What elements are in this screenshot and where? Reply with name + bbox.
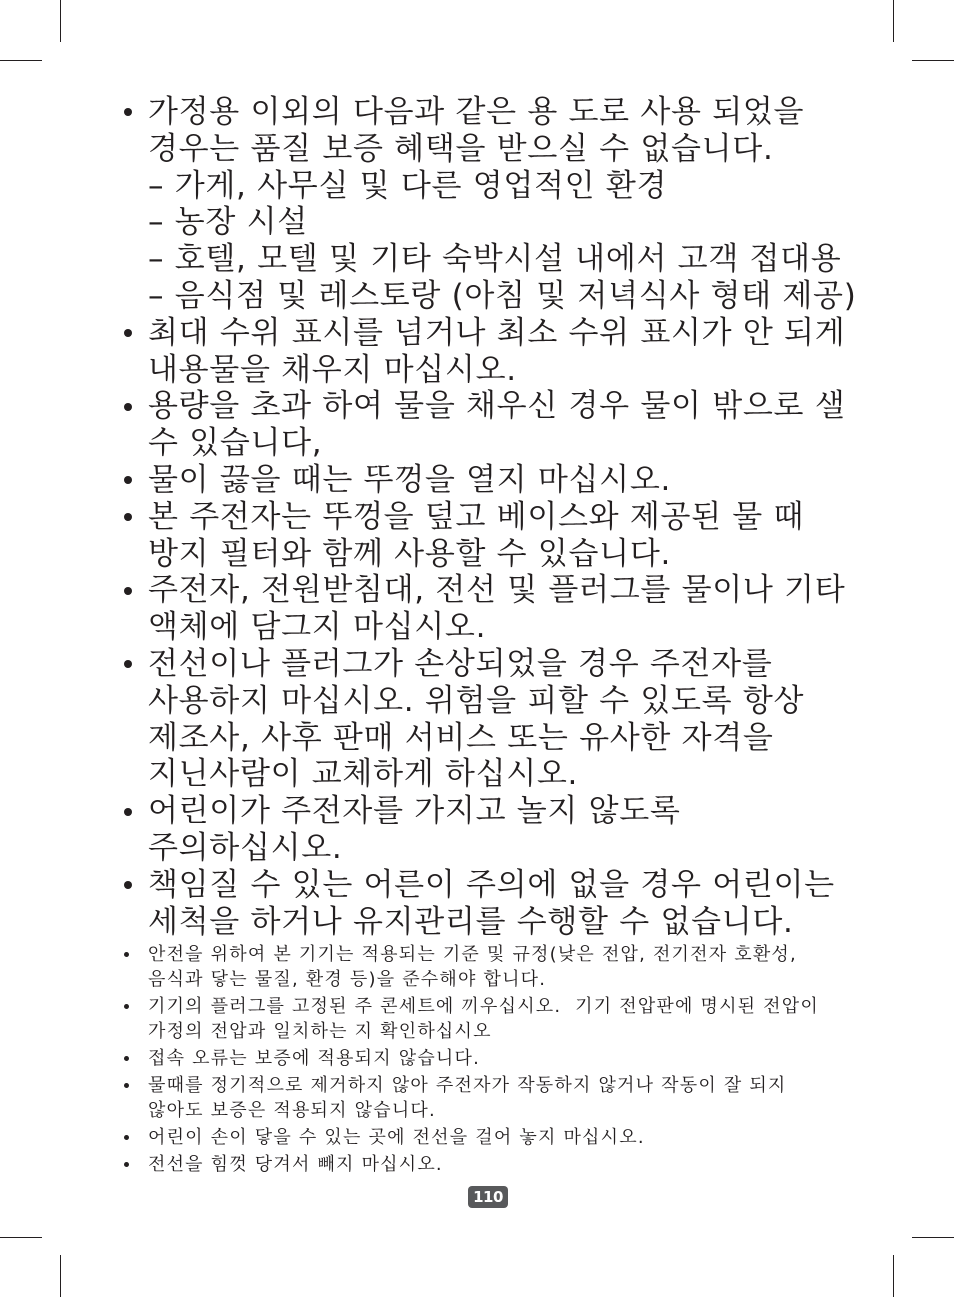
note-item-standards bbox=[148, 942, 928, 992]
warning-line: 가정용 이외의 다음과 같은 용 도로 사용 되었을 bbox=[148, 94, 805, 130]
note-line: 어린이 손이 닿을 수 있는 곳에 전선을 걸어 놓지 마십시오. bbox=[148, 1126, 645, 1148]
crop-mark-bottom-right-horizontal bbox=[912, 1237, 954, 1238]
note-line: 물때를 정기적으로 제거하지 않아 주전자가 작동하지 않거나 작동이 잘 되지 bbox=[148, 1074, 787, 1096]
warning-item-lid-filter bbox=[148, 499, 928, 573]
bullet-icon bbox=[124, 329, 132, 337]
warning-line: 지닌사람이 교체하게 하십시오. bbox=[148, 756, 579, 793]
bullet-icon bbox=[124, 952, 129, 957]
note-line: 안전을 위하여 본 기기는 적용되는 기준 및 규정(낮은 전압, 전기전자 호환성, bbox=[148, 943, 797, 965]
warning-item-water-level bbox=[148, 315, 928, 389]
warning-line: 경우는 품질 보증 혜택을 받으실 수 없습니다. bbox=[148, 130, 774, 167]
warning-line: 세척을 하거나 유지관리를 수행할 수 없습니다. bbox=[148, 903, 794, 940]
warning-line: 본 주전자는 뚜껑을 덮고 베이스와 제공된 물 때 bbox=[148, 498, 805, 535]
warning-line: 수 있습니다, bbox=[148, 425, 323, 462]
note-item-cord-pull bbox=[148, 1152, 928, 1177]
crop-mark-bottom-right-vertical bbox=[893, 1255, 894, 1297]
warning-item-children-play bbox=[148, 793, 928, 867]
warning-item-household-use bbox=[148, 94, 928, 315]
bullet-icon bbox=[124, 403, 132, 411]
bullet-icon bbox=[124, 513, 132, 521]
note-line: 전선을 힘껏 당겨서 빼지 마십시오. bbox=[148, 1153, 443, 1175]
warning-line: 책임질 수 있는 어른이 주의에 없을 경우 어린이는 bbox=[148, 866, 835, 903]
crop-mark-top-left-horizontal bbox=[0, 60, 42, 61]
warning-line: 방지 필터와 함께 사용할 수 있습니다. bbox=[148, 535, 672, 572]
bullet-icon bbox=[124, 808, 132, 816]
large-warning-list bbox=[148, 94, 928, 940]
warning-line: 용량을 초과 하여 물을 채우신 경우 물이 밖으로 샐 bbox=[148, 388, 846, 425]
note-item-connection-error bbox=[148, 1046, 928, 1071]
page-number: 110 bbox=[468, 1186, 508, 1208]
note-item-cord-reach bbox=[148, 1125, 928, 1150]
warning-line: 주의하십시오. bbox=[148, 829, 343, 866]
warning-subitem: – 가게, 사무실 및 다른 영업적인 환경 bbox=[148, 167, 668, 204]
bullet-icon bbox=[124, 881, 132, 889]
warning-line: 주전자, 전원받침대, 전선 및 플러그를 물이나 기타 bbox=[148, 572, 846, 609]
bullet-icon bbox=[124, 108, 132, 116]
note-line: 가정의 전압과 일치하는 지 확인하십시오 bbox=[148, 1020, 492, 1042]
warning-line: 전선이나 플러그가 손상되었을 경우 주전자를 bbox=[148, 645, 773, 682]
bullet-icon bbox=[124, 1056, 129, 1061]
crop-mark-top-left-vertical bbox=[60, 0, 61, 42]
note-line: 음식과 닿는 물질, 환경 등)을 준수해야 합니다. bbox=[148, 968, 547, 990]
bullet-icon bbox=[124, 587, 132, 595]
warning-subitem: – 농장 시설 bbox=[148, 204, 308, 241]
crop-mark-top-right-vertical bbox=[893, 0, 894, 42]
crop-mark-top-right-horizontal bbox=[912, 60, 954, 61]
warning-line: 사용하지 마십시오. 위험을 피할 수 있도록 항상 bbox=[148, 682, 805, 719]
bullet-icon bbox=[124, 1135, 129, 1140]
warning-line: 액체에 담그지 마십시오. bbox=[148, 609, 487, 646]
note-line: 접속 오류는 보증에 적용되지 않습니다. bbox=[148, 1047, 481, 1069]
warning-line: 물이 끓을 때는 뚜껑을 열지 마십시오. bbox=[148, 461, 672, 498]
warning-item-overfill bbox=[148, 388, 928, 462]
warning-subitem: – 음식점 및 레스토랑 (아침 및 저녁식사 형태 제공) bbox=[148, 277, 857, 314]
warning-line: 제조사, 사후 판매 서비스 또는 유사한 자격을 bbox=[148, 719, 774, 756]
note-item-voltage bbox=[148, 994, 928, 1044]
bullet-icon bbox=[124, 476, 132, 484]
warning-line: 최대 수위 표시를 넘거나 최소 수위 표시가 안 되게 bbox=[148, 314, 846, 351]
warning-item-lid-boiling bbox=[148, 462, 928, 499]
bullet-icon bbox=[124, 1083, 129, 1088]
small-note-list bbox=[148, 942, 928, 1179]
warning-item-immersion bbox=[148, 572, 928, 646]
bullet-icon bbox=[124, 660, 132, 668]
warning-item-children-cleaning bbox=[148, 867, 928, 941]
bullet-icon bbox=[124, 1162, 129, 1167]
crop-mark-bottom-left-horizontal bbox=[0, 1237, 42, 1238]
note-item-descaling bbox=[148, 1073, 928, 1123]
warning-item-damaged-cord bbox=[148, 646, 928, 793]
warning-line: 내용물을 채우지 마십시오. bbox=[148, 351, 517, 388]
note-line: 기기의 플러그를 고정된 주 콘세트에 끼우십시오. 기기 전압판에 명시된 전압이 bbox=[148, 995, 819, 1017]
warning-line: 어린이가 주전자를 가지고 놀지 않도록 bbox=[148, 793, 681, 830]
bullet-icon bbox=[124, 1004, 129, 1009]
note-line: 않아도 보증은 적용되지 않습니다. bbox=[148, 1099, 436, 1121]
warning-subitem: – 호텔, 모텔 및 기타 숙박시설 내에서 고객 접대용 bbox=[148, 241, 842, 278]
crop-mark-bottom-left-vertical bbox=[60, 1255, 61, 1297]
